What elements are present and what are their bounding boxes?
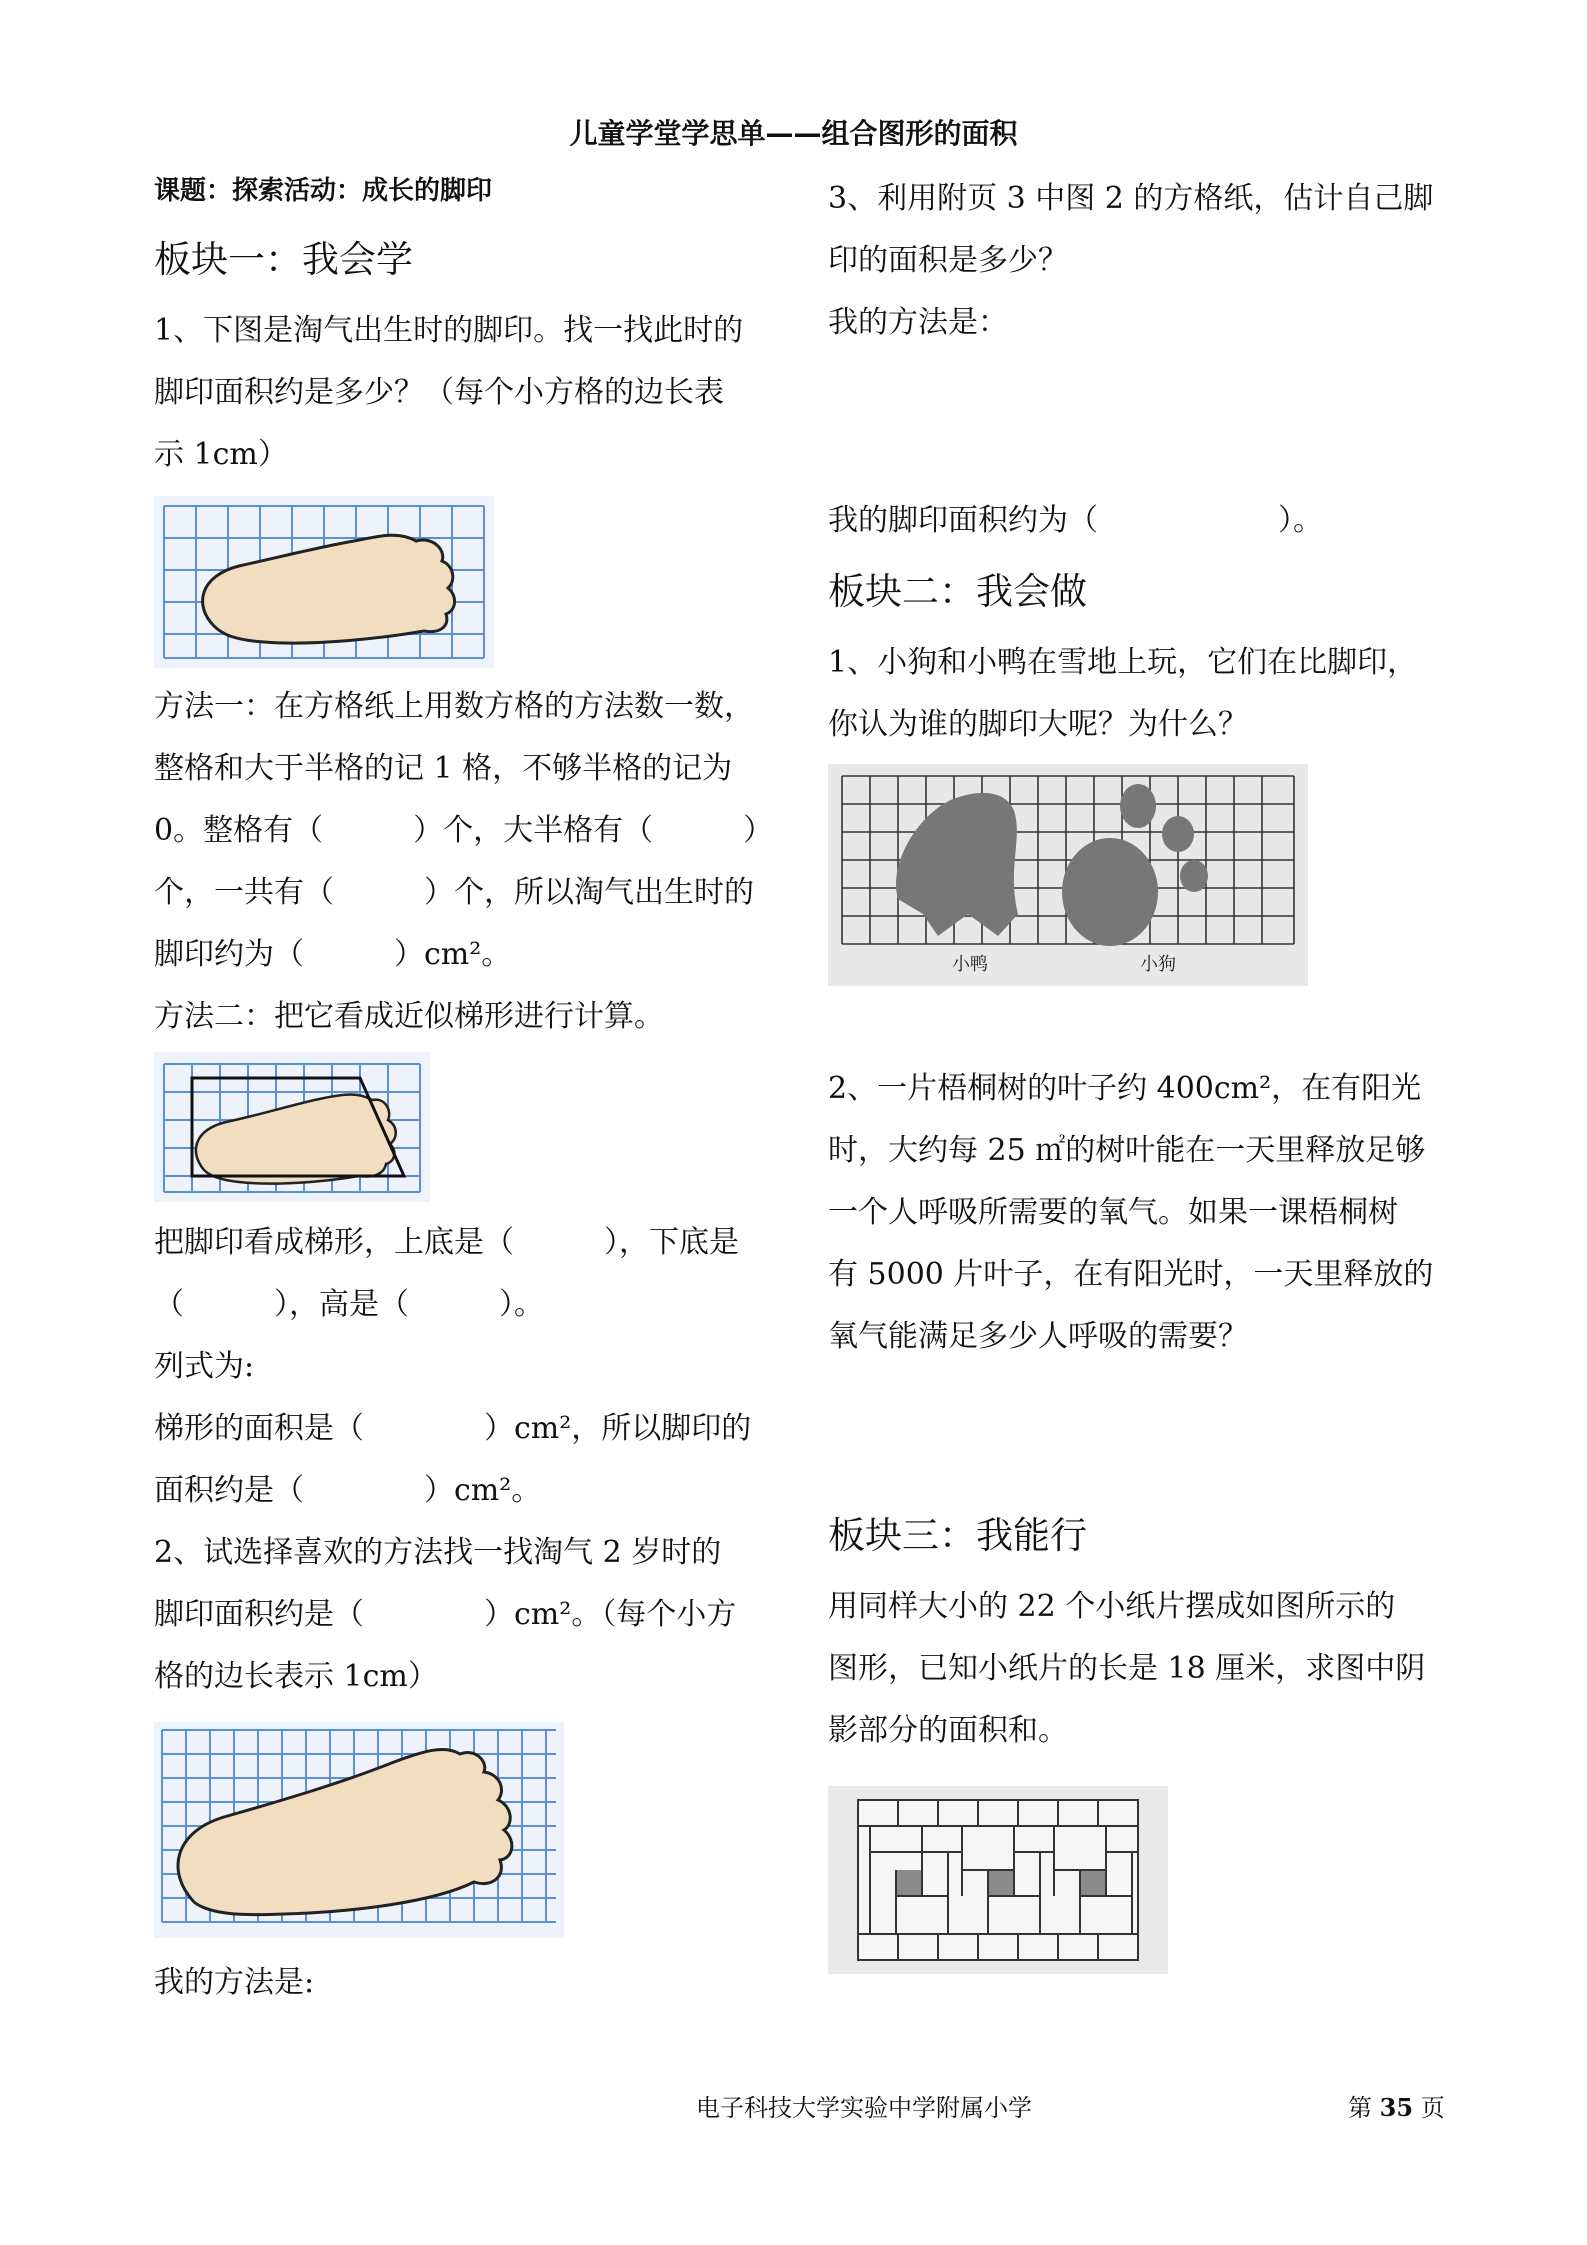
dog-print-toe	[1162, 816, 1194, 852]
my-footprint-area: 我的脚印面积约为（ ）。	[828, 503, 1323, 538]
problem-1: 1、小狗和小鸭在雪地上玩，它们在比脚印， 你认为谁的脚印大呢？为什么？	[828, 645, 1418, 742]
problem-3: 用同样大小的 22 个小纸片摆成如图所示的 图形，已知小纸片的长是 18 厘米，求图中阴 影部分的面积和。	[828, 1589, 1426, 1748]
paper-tiles-diagram	[828, 1786, 1168, 1974]
method-1: 方法一：在方格纸上用数方格的方法数一数， 整格和大于半格的记 1 格，不够半格的记为 0。整格有（ ）个，大半格有（ ） 个，一共有（ ）个，所以淘气出生时的 脚印约为（ ）cm²。	[154, 689, 774, 972]
dog-print-toe	[1120, 784, 1156, 828]
my-method-right: 我的方法是：	[828, 305, 1008, 340]
problem-2: 2、一片梧桐树的叶子约 400cm²，在有阳光 时，大约每 25 ㎡的树叶能在一天里释放足够 一个人呼吸所需要的氧气。如果一课梧桐树 有 5000 片叶子，在有阳光时，一天里释放的 氧气能满足多少人呼吸的需要？	[828, 1071, 1434, 1354]
my-method-left: 我的方法是:	[154, 1965, 315, 2000]
formula-label: 列式为:	[154, 1349, 255, 1384]
duck-dog-grid	[828, 764, 1308, 986]
page-title: 儿童学堂学思单——组合图形的面积	[569, 117, 1018, 150]
right-column	[828, 168, 1468, 1976]
question-2: 2、试选择喜欢的方法找一找淘气 2 岁时的 脚印面积约是（ ）cm²。（每个小方 格的边长表示 1cm）	[154, 1535, 737, 1694]
dog-print-toe	[1180, 860, 1208, 892]
page-number: 35	[1379, 2093, 1414, 2122]
method-2: 方法二：把它看成近似梯形进行计算。	[154, 999, 664, 1034]
footprint-age2-figure	[154, 1722, 794, 1942]
dog-print-pad	[1062, 838, 1158, 946]
dog-label: 小狗	[1140, 954, 1176, 975]
question-1: 1、下图是淘气出生时的脚印。找一找此时的 脚印面积约是多少？（每个小方格的边长表 示 1cm）	[154, 313, 744, 472]
footprint-trapezoid-figure	[154, 1052, 794, 1212]
duck-dog-prints-figure	[828, 764, 1468, 988]
trapezoid-area: 梯形的面积是（ ）cm²，所以脚印的 面积约是（ ）cm²。	[154, 1411, 752, 1508]
footprint-age2-grid	[154, 1722, 564, 1938]
footer-school: 电子科技大学实验中学附属小学	[696, 2094, 1032, 2122]
section-2-heading: 板块二：我会做	[828, 570, 1087, 613]
lesson-title: 课题：探索活动：成长的脚印	[154, 176, 493, 206]
footprint-newborn-grid	[154, 496, 494, 668]
footer-page: 第 35 页	[1348, 2093, 1445, 2122]
left-column	[154, 168, 794, 2014]
section-3-heading: 板块三：我能行	[828, 1514, 1087, 1557]
footprint-newborn-figure	[154, 496, 794, 676]
trapezoid-question: 把脚印看成梯形，上底是（ ），下底是 （ ），高是（ ）。	[154, 1225, 739, 1322]
duck-label: 小鸭	[952, 954, 988, 975]
paper-tiles-figure	[828, 1786, 1468, 1976]
footprint-trapezoid-grid	[154, 1052, 430, 1202]
question-3: 3、利用附页 3 中图 2 的方格纸，估计自己脚 印的面积是多少？	[828, 181, 1434, 278]
section-1-heading: 板块一：我会学	[154, 238, 413, 281]
